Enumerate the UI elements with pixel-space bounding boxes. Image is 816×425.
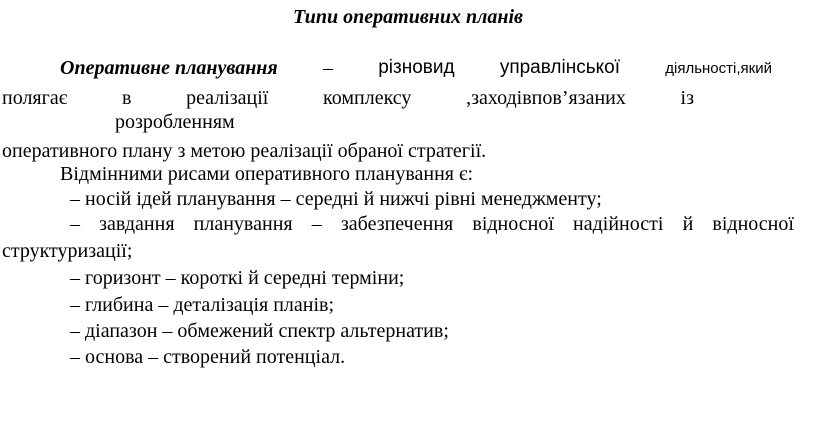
feature-item-2 <box>70 214 794 234</box>
definition-word: полягає <box>2 87 68 109</box>
feature-item-1: – носій ідей планування – середні й нижчі рівні менеджменту; <box>70 188 602 210</box>
definition-word: ,заходівпов’язаних <box>466 87 626 109</box>
feature-word: відносної <box>472 213 554 235</box>
definition-line-4: оперативного плану з метою реалізації обраної стратегії. <box>2 140 487 162</box>
definition-word: в <box>121 87 132 109</box>
features-intro: Відмінними рисами оперативного планування є: <box>60 163 474 185</box>
definition-line-1 <box>60 58 772 78</box>
feature-word: відносної <box>712 213 794 235</box>
feature-item-4: – глибина – деталізація планів; <box>70 294 335 316</box>
page-title: Типи оперативних планів <box>293 6 523 28</box>
definition-line-3: розробленням <box>115 111 235 133</box>
definition-word: різновид <box>378 57 455 78</box>
definition-word: реалізації <box>186 87 269 109</box>
feature-word: забезпечення <box>340 213 454 235</box>
feature-word: завдання <box>99 213 175 235</box>
feature-word: надійності <box>573 213 664 235</box>
feature-item-5: – діапазон – обмежений спектр альтернатив; <box>70 320 449 342</box>
feature-word: – <box>70 213 80 235</box>
feature-item-3: – горизонт – короткі й середні терміни; <box>70 267 405 289</box>
definition-dash: – <box>322 57 333 79</box>
definition-word: комплексу <box>323 87 412 109</box>
definition-term: Оперативне планування <box>60 57 278 79</box>
feature-word: й <box>682 213 694 235</box>
definition-word: діяльності,який <box>665 60 772 77</box>
definition-word: управлінської <box>499 57 620 78</box>
feature-word: планування <box>193 213 293 235</box>
definition-line-2 <box>2 88 694 108</box>
feature-item-6: – основа – створений потенціал. <box>70 346 346 368</box>
definition-word: із <box>680 87 694 109</box>
feature-item-2-continued: структуризації; <box>2 240 133 262</box>
feature-word: – <box>311 213 322 235</box>
